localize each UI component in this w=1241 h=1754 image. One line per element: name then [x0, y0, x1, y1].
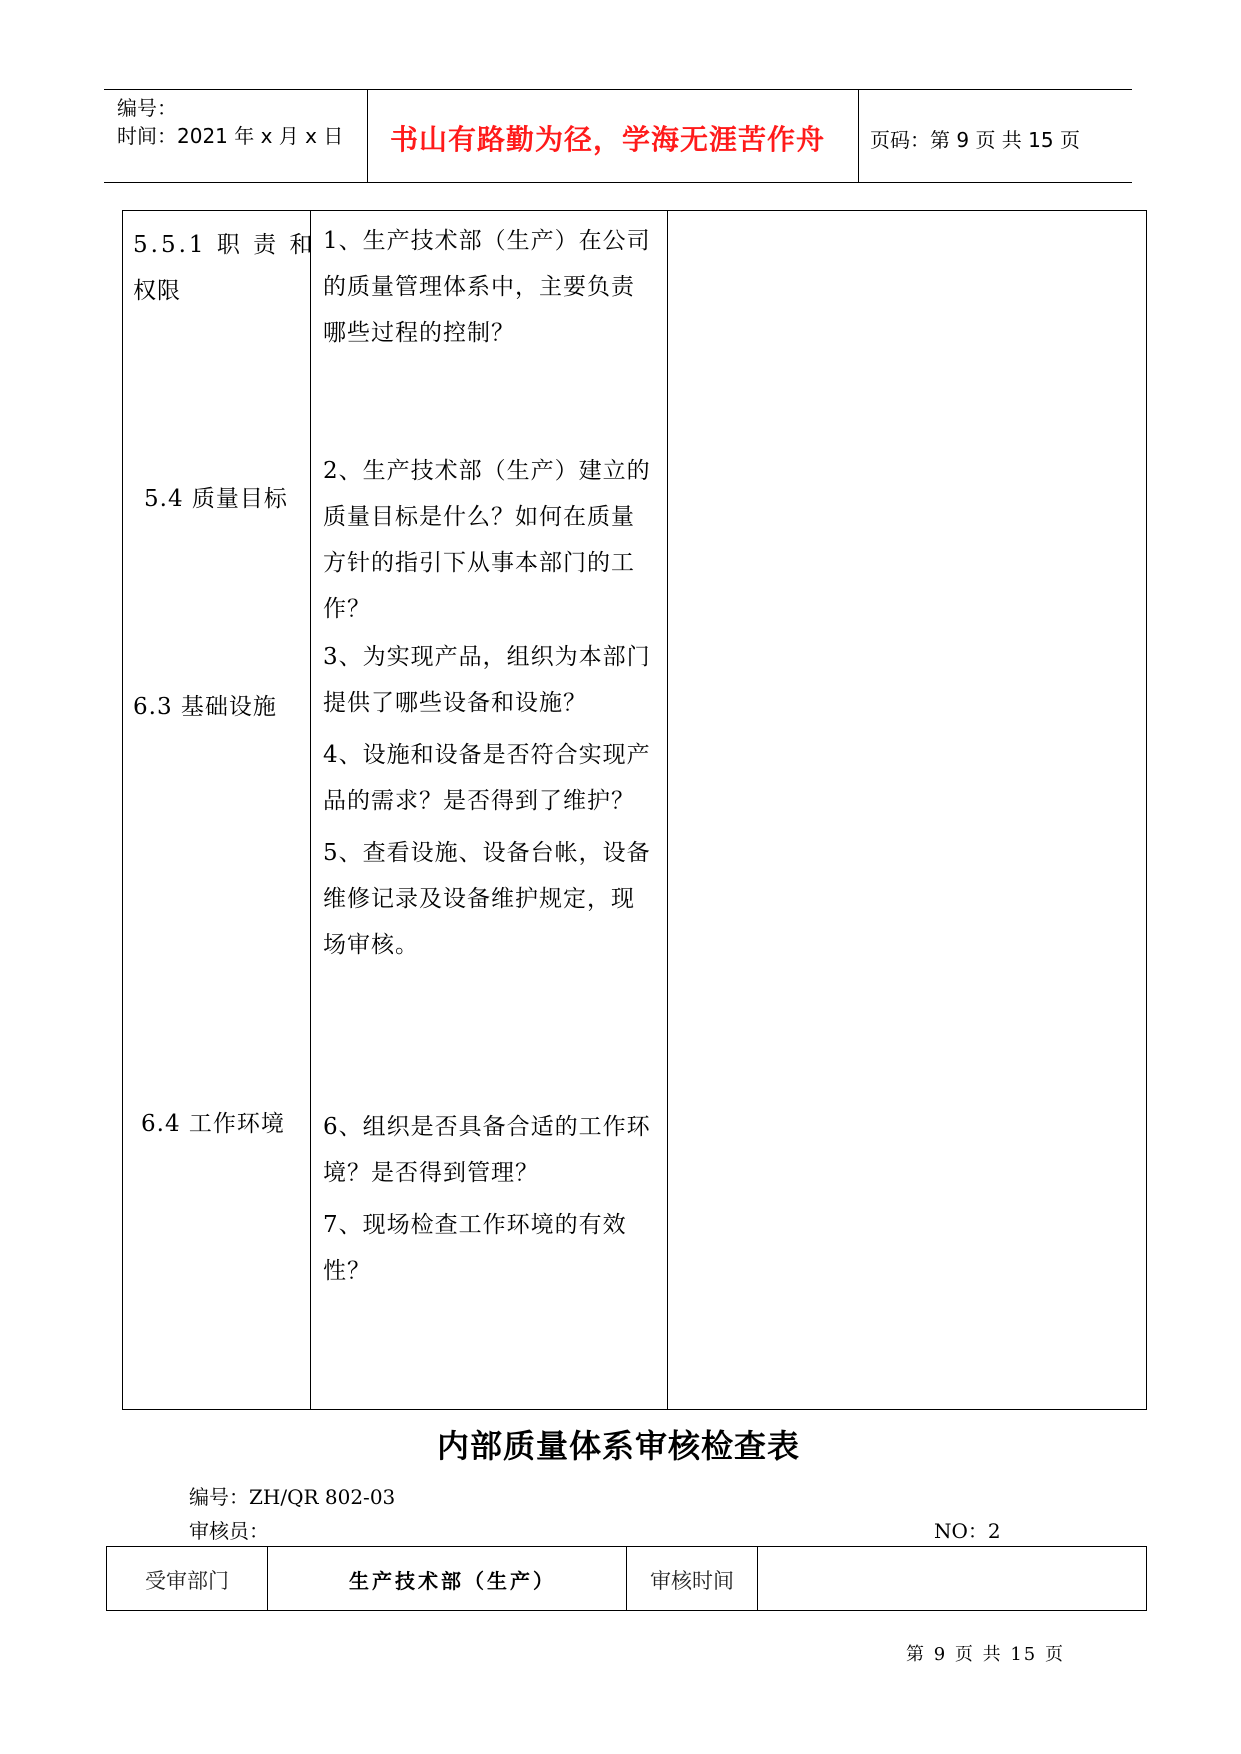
header-top-rule [104, 89, 1132, 90]
header-motto: 书山有路勤为径，学海无涯苦作舟 [390, 123, 826, 156]
question-6: 6、组织是否具备合适的工作环境？是否得到管理？ [323, 1114, 651, 1186]
question-3: 3、为实现产品，组织为本部门提供了哪些设备和设施？ [323, 644, 651, 716]
question-7: 7、现场检查工作环境的有效性？ [323, 1212, 627, 1284]
header-number-label: 编号： [117, 96, 177, 120]
question-2: 2、生产技术部（生产）建立的质量目标是什么？如何在质量方针的指引下从事本部门的工作？ [323, 458, 651, 622]
header-divider-left [367, 89, 368, 182]
page-footer: 第 9 页 共 15 页 [906, 1644, 1065, 1665]
question-block-3 [323, 634, 653, 968]
checklist-col-sep-1 [310, 210, 311, 1410]
dept-value: 生产技术部（生产） [349, 1569, 556, 1593]
question-block-4 [323, 1104, 653, 1294]
audit-time-label: 审核时间 [650, 1569, 734, 1593]
dept-col-sep-3 [757, 1546, 758, 1611]
audit-time-value[interactable] [775, 1565, 1135, 1593]
question-block-1 [323, 218, 653, 356]
clause-5-5-1: 5.5.1 职 责 和 [133, 232, 316, 258]
question-block-2 [323, 448, 653, 632]
header-divider-right [858, 89, 859, 182]
question-4: 4、设施和设备是否符合实现产品的需求？是否得到了维护？ [323, 742, 651, 814]
dept-col-sep-2 [626, 1546, 627, 1611]
clause-6-4: 6.4 工作环境 [141, 1111, 285, 1137]
form-number: 编号：ZH/QR 802-03 [189, 1485, 396, 1509]
dept-col-sep-1 [267, 1546, 268, 1611]
checklist-col-sep-2 [667, 210, 668, 1410]
dept-label: 受审部门 [145, 1569, 229, 1593]
clause-5-5-1-cont: 权限 [133, 278, 181, 304]
header-bottom-rule [104, 182, 1132, 183]
form-title: 内部质量体系审核检查表 [437, 1427, 801, 1465]
no-label: NO：2 [934, 1519, 1001, 1543]
header-page-label: 页码：第 9 页 共 15 页 [870, 128, 1080, 152]
clause-5-4: 5.4 质量目标 [144, 486, 288, 512]
header-time-label: 时间：2021 年 x 月 x 日 [117, 124, 344, 148]
question-1: 1、生产技术部（生产）在公司的质量管理体系中，主要负责哪些过程的控制？ [323, 228, 651, 346]
clause-6-3: 6.3 基础设施 [133, 694, 277, 720]
question-5: 5、查看设施、设备台帐，设备维修记录及设备维护规定，现场审核。 [323, 840, 651, 958]
auditor-label: 审核员： [189, 1519, 269, 1543]
